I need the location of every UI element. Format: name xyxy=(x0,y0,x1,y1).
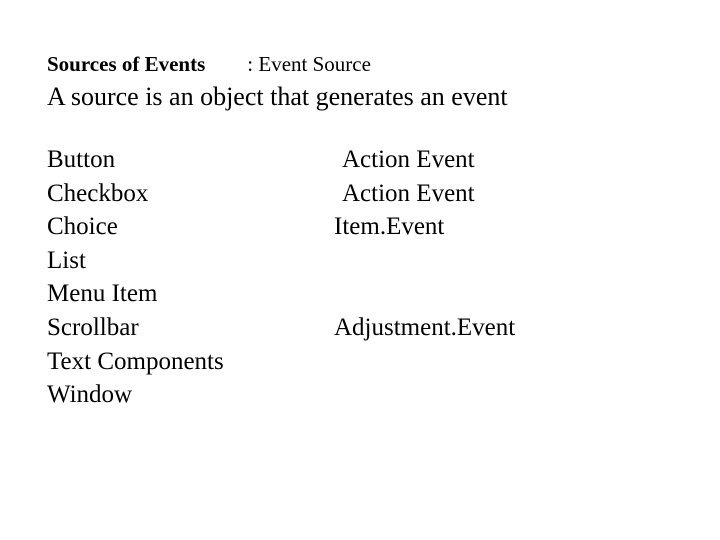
event-item-scrollbar: Adjustment.Event xyxy=(334,313,516,341)
source-item-button: Button xyxy=(47,146,116,173)
event-types-list xyxy=(334,143,515,412)
source-item-checkbox: Checkbox xyxy=(47,179,149,207)
source-item-list: List xyxy=(47,246,86,274)
event-sources-list xyxy=(47,143,224,412)
source-item-scrollbar: Scrollbar xyxy=(47,313,139,341)
source-item-menu-item: Menu Item xyxy=(47,280,158,308)
slide-header xyxy=(47,52,371,76)
event-item-text-components xyxy=(334,345,515,379)
source-item-window: Window xyxy=(47,381,133,409)
event-item-checkbox: Action Event xyxy=(342,179,475,207)
source-item-choice: Choice xyxy=(47,213,118,241)
source-item-text-components: Text Components xyxy=(47,347,224,375)
event-item-choice: Item.Event xyxy=(334,213,445,241)
event-item-list xyxy=(334,244,515,278)
header-title: Sources of Events xyxy=(47,52,206,76)
event-item-window xyxy=(334,378,515,412)
event-item-button: Action Event xyxy=(342,146,475,173)
intro-text: A source is an object that generates an event xyxy=(47,82,508,111)
header-subtitle: : Event Source xyxy=(247,52,371,76)
event-item-menu-item xyxy=(334,277,515,311)
